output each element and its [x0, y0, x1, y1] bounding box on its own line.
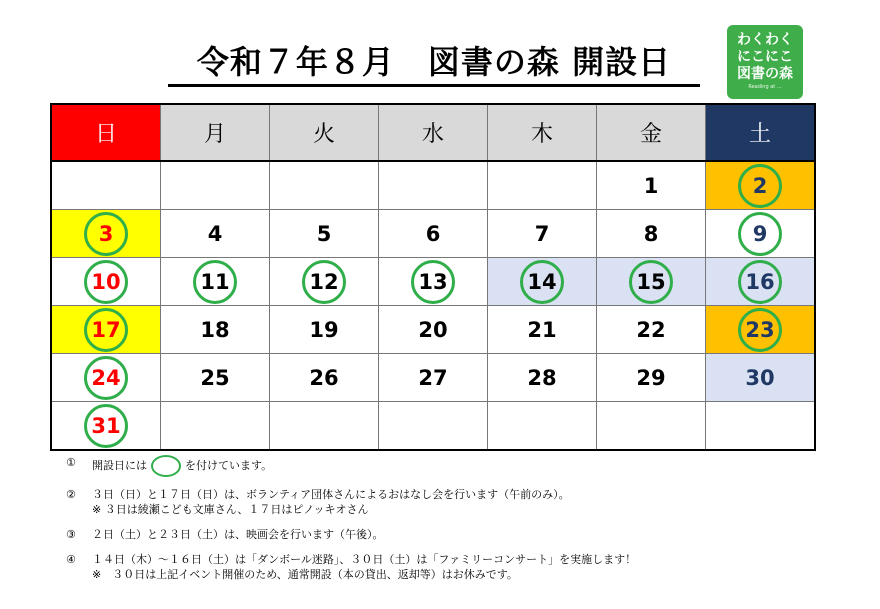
open-day-number: 16: [738, 260, 782, 304]
note-text: ２日（土）と２３日（土）は、映画会を行います（午後）。: [92, 528, 384, 541]
open-day-number: 12: [302, 260, 346, 304]
day-number: 18: [200, 317, 230, 342]
day-number: 25: [200, 365, 230, 390]
day-cell: [161, 210, 270, 258]
calendar-week-row: [51, 161, 815, 210]
note-number: ④: [66, 553, 76, 566]
day-cell: [379, 210, 488, 258]
day-cell: [706, 258, 816, 306]
day-cell: [488, 354, 597, 402]
day-number: 5: [316, 221, 332, 246]
empty-day-cell: [51, 161, 161, 210]
day-cell: [488, 306, 597, 354]
empty-day-cell: [706, 402, 816, 451]
weekday-wed: 水: [379, 104, 488, 161]
day-cell: [379, 258, 488, 306]
day-cell: [597, 161, 706, 210]
logo-line-3: 図書の森: [737, 66, 793, 82]
day-cell: [161, 306, 270, 354]
day-cell: [706, 161, 816, 210]
empty-day-cell: [161, 161, 270, 210]
day-number: 22: [636, 317, 666, 342]
note-text: を付けています。: [185, 459, 273, 472]
day-cell: [706, 306, 816, 354]
logo-tagline: Reading at ...: [748, 84, 782, 90]
day-number: 26: [309, 365, 339, 390]
empty-day-cell: [488, 161, 597, 210]
day-cell: [597, 306, 706, 354]
day-cell: [597, 210, 706, 258]
calendar: [50, 103, 816, 451]
day-cell: [597, 258, 706, 306]
notes: [66, 455, 846, 592]
note-3: [66, 527, 846, 542]
note-number: ①: [66, 456, 76, 469]
day-cell: [51, 402, 161, 451]
empty-day-cell: [379, 402, 488, 451]
day-number: 6: [425, 221, 441, 246]
day-number: 20: [418, 317, 448, 342]
calendar-week-row: [51, 354, 815, 402]
note-text: 開設日には: [92, 459, 147, 472]
calendar-week-row: [51, 258, 815, 306]
empty-day-cell: [597, 402, 706, 451]
day-cell: [488, 258, 597, 306]
logo-line-2: にこにこ: [737, 49, 793, 65]
empty-day-cell: [270, 161, 379, 210]
open-day-number: 13: [411, 260, 455, 304]
day-cell: [270, 306, 379, 354]
note-number: ②: [66, 488, 76, 501]
calendar-week-row: [51, 210, 815, 258]
weekday-sun: 日: [51, 104, 161, 161]
note-1: [66, 455, 846, 477]
day-cell: [379, 306, 488, 354]
day-cell: [51, 258, 161, 306]
day-cell: [706, 210, 816, 258]
empty-day-cell: [270, 402, 379, 451]
note-text: １４日（木）～１６日（土）は「ダンボール迷路」、３０日（土）は「ファミリーコンサート」を実施します！: [92, 553, 637, 566]
calendar-week-row: [51, 402, 815, 451]
open-day-number: 3: [84, 212, 128, 256]
weekday-fri: 金: [597, 104, 706, 161]
day-number: 29: [636, 365, 666, 390]
note-subtext: ※ ３日は綾瀬こども文庫さん、１７日はピノッキオさん: [92, 503, 369, 516]
note-subtext: ※ ３０日は上記イベント開催のため、通常開設（本の貸出、返却等）はお休みです。: [92, 568, 518, 581]
day-cell: [488, 210, 597, 258]
day-cell: [51, 354, 161, 402]
weekday-header-row: [51, 104, 815, 161]
open-day-number: 24: [84, 356, 128, 400]
weekday-mon: 月: [161, 104, 270, 161]
empty-day-cell: [379, 161, 488, 210]
page-title: 令和７年８月 図書の森 開設日: [168, 40, 700, 87]
empty-day-cell: [488, 402, 597, 451]
open-day-number: 10: [84, 260, 128, 304]
day-number: 1: [643, 173, 659, 198]
open-day-number: 9: [738, 212, 782, 256]
day-cell: [270, 354, 379, 402]
day-number: 21: [527, 317, 557, 342]
note-2: [66, 487, 846, 517]
day-cell: [379, 354, 488, 402]
open-day-number: 11: [193, 260, 237, 304]
open-day-number: 2: [738, 164, 782, 208]
day-cell: [161, 354, 270, 402]
open-day-number: 14: [520, 260, 564, 304]
day-number: 19: [309, 317, 339, 342]
note-text: ３日（日）と１７日（日）は、ボランティア団体さんによるおはなし会を行います（午前のみ）。: [92, 488, 570, 501]
library-logo: [727, 25, 803, 99]
weekday-tue: 火: [270, 104, 379, 161]
day-cell: [51, 306, 161, 354]
day-cell: [270, 210, 379, 258]
day-number: 7: [534, 221, 550, 246]
day-number: 4: [207, 221, 223, 246]
logo-line-1: わくわく: [737, 32, 793, 48]
day-cell: [706, 354, 816, 402]
weekday-sat: 土: [706, 104, 816, 161]
weekday-thu: 木: [488, 104, 597, 161]
ring-legend-icon: [151, 455, 181, 477]
empty-day-cell: [161, 402, 270, 451]
day-number: 8: [643, 221, 659, 246]
open-day-number: 23: [738, 308, 782, 352]
day-cell: [161, 258, 270, 306]
note-4: [66, 552, 846, 582]
day-cell: [51, 210, 161, 258]
open-day-number: 31: [84, 404, 128, 448]
day-cell: [597, 354, 706, 402]
open-day-number: 17: [84, 308, 128, 352]
day-number: 27: [418, 365, 448, 390]
day-cell: [270, 258, 379, 306]
note-number: ③: [66, 528, 76, 541]
day-number: 30: [745, 365, 775, 390]
day-number: 28: [527, 365, 557, 390]
open-day-number: 15: [629, 260, 673, 304]
calendar-week-row: [51, 306, 815, 354]
